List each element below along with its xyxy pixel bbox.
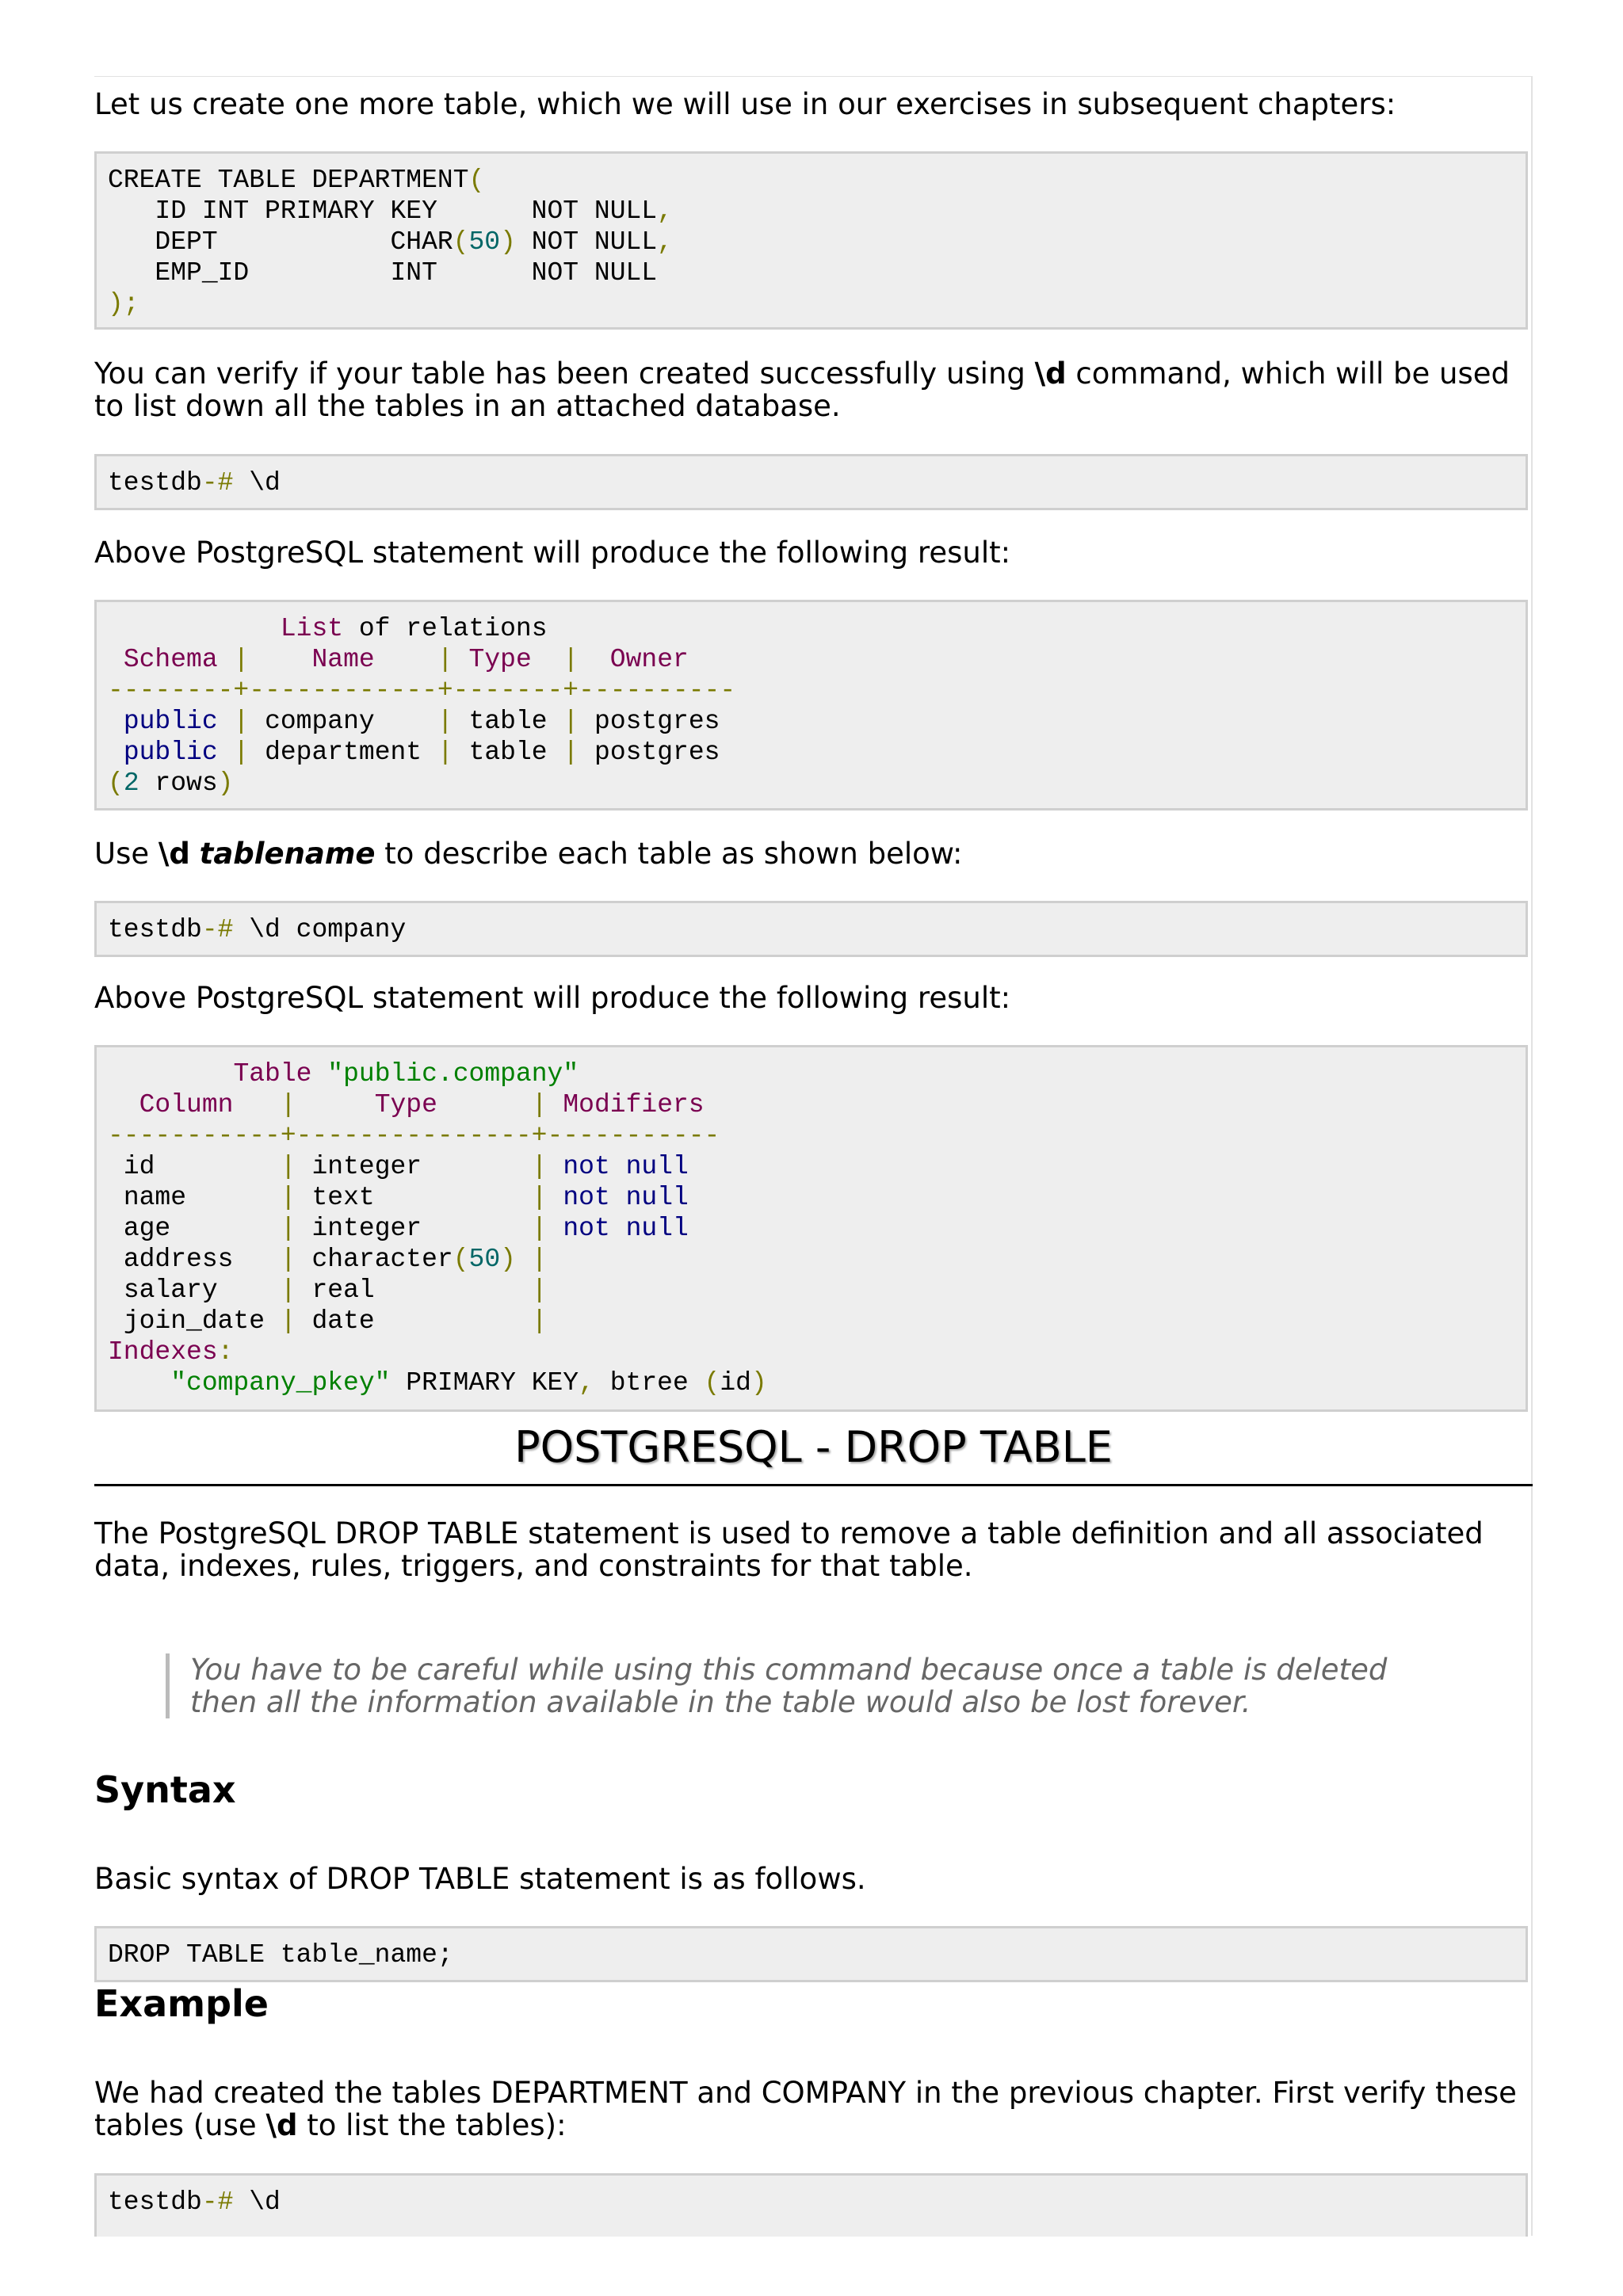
cell-column: salary [123,1276,218,1305]
code-line: ID INT PRIMARY KEY NOT NULL [108,196,658,226]
header-owner: Owner [609,645,689,674]
cell-column: age [123,1214,171,1243]
cell-type: integer [311,1214,422,1243]
cell-modifier: not null [563,1183,689,1212]
prompt: testdb [108,2187,202,2217]
describe-paragraph [94,837,962,870]
inline-command: \d [265,2108,298,2142]
header-column: Column [139,1090,234,1119]
cell-schema: public [123,738,218,767]
text-span: You can verify if your table has been created successfully using [94,357,1035,391]
prompt-hash: -# [201,468,234,498]
example-heading: Example [94,1982,269,2025]
command-text: \d [233,468,281,498]
cell-type: character [311,1245,453,1274]
cell-type: real [311,1276,375,1305]
header-type: Type [374,1090,437,1119]
relations-output-block: List of relations Schema | Name | Type | Owner --------+------------+-------+---------- public | company | table | postgres public | department | table | postgres (2 rows) [94,600,1528,810]
cell-type: table [468,707,548,736]
cell-type: date [311,1306,375,1336]
index-type: PRIMARY KEY [390,1368,579,1398]
text-span: to list the tables): [297,2108,567,2142]
code-line: NOT NULL [515,227,658,257]
cell-column: id [123,1152,155,1181]
syntax-heading: Syntax [94,1768,236,1811]
command-text: \d company [233,915,407,944]
output-title: List [280,614,344,643]
company-table-output-block: Table "public.company" Column | Type | Modifiers -----------+---------------+----------- id | integer | not null name | text | not null age | integer | not null address | character(50) | salary | real | join_date | date | Indexes: "company_pkey" PRIMARY KEY, btree (id) [94,1045,1528,1412]
text-span: command, which will be used to list down all the tables in an attached database. [94,357,1510,423]
code-line: DROP TABLE table_name; [108,1940,453,1970]
code-line: EMP_ID INT NOT NULL [108,258,658,288]
row-count-label: rows [139,769,218,798]
prompt-hash: -# [201,2187,234,2217]
prompt-hash: -# [201,915,234,944]
index-column: id [720,1368,751,1398]
code-line: DEPT CHAR [108,227,453,257]
cell-type: text [311,1183,375,1212]
list-tables-command [94,454,1528,510]
inline-command: \d [158,837,190,871]
cell-owner: postgres [594,707,720,736]
section-divider [94,1484,1533,1486]
divider: -----------+---------------+----------- [108,1121,720,1150]
output-title-string: "public.company" [327,1059,579,1089]
header-type: Type [468,645,532,674]
verify-paragraph [94,357,1533,422]
syntax-code-block [94,1926,1528,1982]
cell-modifier: not null [563,1214,689,1243]
inline-argument: tablename [199,837,376,871]
output-title: of relations [343,614,548,643]
result-paragraph-2: Above PostgreSQL statement will produce the following result: [94,981,1011,1015]
intro-paragraph: Let us create one more table, which we will use in our exercises in subsequent chapters: [94,87,1396,121]
prompt: testdb [108,915,202,944]
text-span: We had created the tables DEPARTMENT and COMPANY in the previous chapter. First verify these tables (use [94,2076,1517,2142]
cell-schema: public [123,707,218,736]
cell-type: table [468,738,548,767]
cell-owner: postgres [594,738,720,767]
code-line: ); [108,289,139,318]
command-text: \d [233,2187,281,2217]
index-name: "company_pkey" [170,1368,391,1398]
inline-command: \d [1034,357,1067,391]
cell-modifier: not null [563,1152,689,1181]
cell-name: department [265,738,422,767]
index-method: btree [594,1368,705,1398]
section-title: POSTGRESQL - DROP TABLE [514,1422,1113,1472]
text-span: Use [94,837,158,871]
syntax-paragraph: Basic syntax of DROP TABLE statement is as follows. [94,1862,866,1896]
example-paragraph [94,2077,1521,2142]
result-paragraph: Above PostgreSQL statement will produce the following result: [94,536,1011,570]
document-page [94,76,1533,2236]
code-line: CREATE TABLE DEPARTMENT [108,166,469,195]
row-count: 2 [123,769,139,798]
divider: --------+------------+-------+---------- [108,676,736,705]
cell-type: integer [311,1152,422,1181]
code-number: 50 [468,227,501,257]
cell-name: company [265,707,375,736]
cell-column: name [123,1183,187,1212]
cell-column: join_date [123,1306,265,1336]
list-tables-command-2 [94,2173,1528,2237]
describe-company-command [94,901,1528,957]
cell-type-length: 50 [468,1245,501,1274]
output-title: Table [233,1059,312,1089]
indexes-label: Indexes [108,1337,218,1367]
header-modifiers: Modifiers [563,1090,705,1119]
header-name: Name [311,645,375,674]
text-span: to describe each table as shown below: [375,837,963,871]
cell-column: address [123,1245,234,1274]
create-table-code-block: CREATE TABLE DEPARTMENT( ID INT PRIMARY KEY NOT NULL, DEPT CHAR(50) NOT NULL, EMP_ID INT NOT NULL ); [94,151,1528,330]
drop-description: The PostgreSQL DROP TABLE statement is used to remove a table definition and all associated data, indexes, rules, triggers, and constraints for that table. [94,1516,1484,1583]
header-schema: Schema [123,645,218,674]
prompt: testdb [108,468,202,498]
warning-note: You have to be careful while using this command because once a table is deleted then all the information available in the table would also be lost forever. [166,1653,1403,1718]
